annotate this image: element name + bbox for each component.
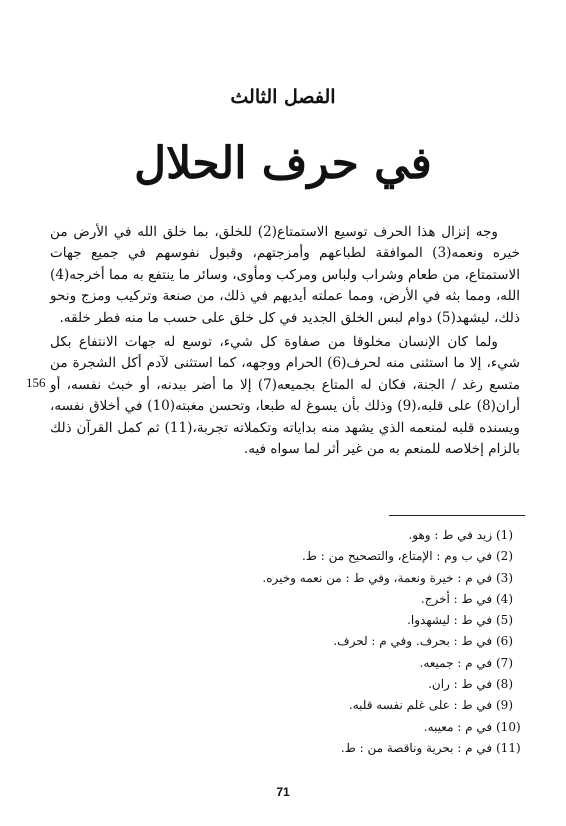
footnote-number: (11) [496, 740, 521, 755]
footnote-text: في م : معيبه. [423, 719, 493, 734]
footnote-number: (3) [496, 570, 513, 585]
footnote-number: (5) [496, 613, 513, 628]
footnote-item [50, 717, 528, 738]
footnote-item [50, 568, 528, 589]
footnote-text: في ط : ليشهدوا. [407, 613, 493, 628]
footnotes-list [50, 525, 528, 759]
footnote-number: (8) [496, 677, 513, 692]
paragraph-1: وجه إنزال هذا الحرف توسيع الاستمتاع(2) للخلق، بما خلق الله في الأرض من خيره ونعمه(3) الموافقة لطباعهم وأمزجتهم، وقبول نفوسهم في جميع جهات الاستمتاع، من طعام وشراب ولباس ومركب ومأوى، وسائر ما ينتفع به مما أخرجه(4) الله، ومما بثه في الأرض، ومما عملته أيديهم في ذلك، من صنعة وتركيب ومزج ونحو ذلك، ليشهد(5) دوام لبس الخلق الجديد في كل خلق على حسب ما منه فطر خلقه. [50, 224, 521, 326]
footnote-text: زيد في ط : وهو. [408, 528, 493, 542]
footnote-item [50, 589, 528, 610]
footnote-divider [389, 515, 525, 516]
footnote-number: (6) [496, 634, 513, 649]
footnote-text: في م : جميعه. [419, 655, 493, 670]
footnote-number: (7) [496, 655, 513, 670]
body-text [50, 222, 520, 460]
page-number: 71 [276, 785, 290, 799]
footnote-item [50, 653, 528, 674]
paragraph-2: ولما كان الإنسان مخلوقا من صفاوة كل شيء، توسع له جهات الانتفاع بكل شيء، إلا ما استثنى منه لحرف(6) الحرام ووجهه، كما استثنى لآدم أكل الشجرة من متسع رغد / الجنة، فكان له المتاع بجميعه(7) إلا ما أضر ببدنه، أو خبث نفسه، أو أران(8) على قلبه،(9) وذلك بأن يسوغ له طبعا، وتحسن مغبته(10) في أخلاق نفسه، ويسنده قلبه لمنعمه الذي يشهد منه بداياته وتكملاته تجربة،(11) ثم كمل القرآن ذلك بالزام إخلاصه للمنعم به من غير أثر لما سواه فيه. [50, 334, 520, 458]
footnote-item [50, 738, 528, 759]
footnote-text: في ط : على غلم نفسه قلبه. [348, 698, 493, 713]
footnote-number: (10) [496, 719, 521, 734]
footnote-item [50, 546, 528, 567]
footnote-item [50, 674, 528, 695]
footnote-number: (2) [496, 549, 513, 564]
chapter-title: في حرف الحلال [134, 138, 432, 189]
footnote-number: (1) [496, 528, 513, 542]
footnote-text: في ط : أخرج. [420, 591, 493, 606]
footnote-text: في م : خيرة ونعمة، وفي ط : من نعمه وخيره. [262, 570, 493, 585]
footnote-text: في ط : بحرف. وفي م : لحرف. [333, 634, 493, 649]
footnote-item [50, 631, 528, 652]
footnote-text: في ب وم : الإمتاع، والتصحيح من : ط. [301, 549, 493, 564]
chapter-label: الفصل الثالث [230, 86, 336, 108]
footnote-text: في ط : ران. [428, 677, 493, 692]
footnote-item [50, 610, 528, 631]
footnote-item [50, 525, 528, 546]
footnote-number: (9) [496, 698, 513, 713]
margin-page-number: 156 [26, 375, 46, 390]
footnote-text: في م : بحرية وناقصة من : ط. [340, 740, 493, 755]
footnote-item [50, 695, 528, 716]
footnote-number: (4) [496, 591, 513, 606]
